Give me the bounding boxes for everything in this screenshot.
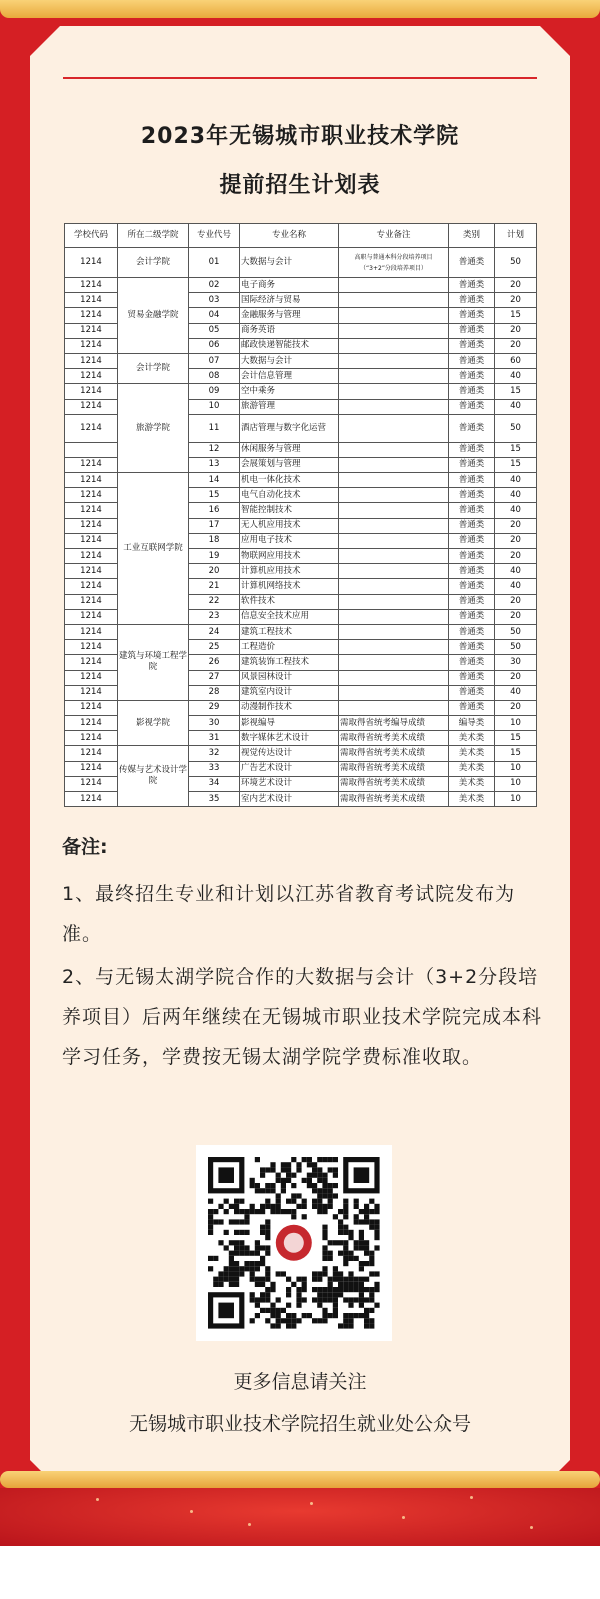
plan-cell: 50	[495, 624, 537, 639]
remark-cell	[339, 473, 449, 488]
school-code-cell: 1214	[65, 746, 118, 761]
category-cell: 普通类	[449, 323, 495, 338]
category-cell: 普通类	[449, 564, 495, 579]
remark-cell	[339, 700, 449, 715]
plan-cell: 15	[495, 731, 537, 746]
major-no-cell: 28	[189, 685, 240, 700]
major-name-cell: 建筑工程技术	[240, 624, 339, 639]
category-cell: 美术类	[449, 746, 495, 761]
plan-cell: 10	[495, 716, 537, 731]
category-cell: 普通类	[449, 353, 495, 368]
category-cell: 普通类	[449, 488, 495, 503]
remark-cell	[339, 293, 449, 308]
school-code-cell: 1214	[65, 685, 118, 700]
remark-cell	[339, 384, 449, 399]
major-name-cell: 动漫制作技术	[240, 700, 339, 715]
school-code-cell: 1214	[65, 384, 118, 399]
header-plan: 计划	[495, 224, 537, 248]
school-code-cell: 1214	[65, 624, 118, 639]
school-code-cell: 1214	[65, 533, 118, 548]
plan-cell: 20	[495, 338, 537, 353]
qr-code	[196, 1145, 392, 1341]
plan-cell: 20	[495, 700, 537, 715]
remark-cell	[339, 414, 449, 442]
major-name-cell: 视觉传达设计	[240, 746, 339, 761]
major-no-cell: 34	[189, 776, 240, 791]
remark-cell	[339, 338, 449, 353]
major-no-cell: 13	[189, 457, 240, 472]
category-cell: 普通类	[449, 609, 495, 624]
major-no-cell: 14	[189, 473, 240, 488]
major-name-cell: 无人机应用技术	[240, 518, 339, 533]
dept-cell: 贸易金融学院	[118, 278, 189, 354]
plan-cell: 40	[495, 399, 537, 414]
major-no-cell: 20	[189, 564, 240, 579]
remark-cell	[339, 457, 449, 472]
major-name-cell: 大数据与会计	[240, 248, 339, 278]
remark-cell	[339, 503, 449, 518]
major-name-cell: 风景园林设计	[240, 670, 339, 685]
major-no-cell: 25	[189, 640, 240, 655]
plan-cell: 50	[495, 248, 537, 278]
major-name-cell: 智能控制技术	[240, 503, 339, 518]
plan-cell: 60	[495, 353, 537, 368]
category-cell: 普通类	[449, 594, 495, 609]
header-major-no: 专业代号	[189, 224, 240, 248]
category-cell: 普通类	[449, 473, 495, 488]
school-code-cell: 1214	[65, 457, 118, 472]
plan-cell: 40	[495, 564, 537, 579]
major-name-cell: 空中乘务	[240, 384, 339, 399]
school-code-cell: 1214	[65, 369, 118, 384]
remark-cell	[339, 533, 449, 548]
category-cell: 普通类	[449, 624, 495, 639]
school-code-cell: 1214	[65, 609, 118, 624]
plan-cell: 20	[495, 594, 537, 609]
major-name-cell: 广告艺术设计	[240, 761, 339, 776]
school-code-cell: 1214	[65, 473, 118, 488]
table-row	[65, 624, 537, 639]
major-name-cell: 环境艺术设计	[240, 776, 339, 791]
category-cell: 普通类	[449, 384, 495, 399]
remark-cell	[339, 655, 449, 670]
school-code-cell: 1214	[65, 640, 118, 655]
school-code-cell: 1214	[65, 655, 118, 670]
remark-cell	[339, 640, 449, 655]
school-code-cell: 1214	[65, 518, 118, 533]
major-name-cell: 大数据与会计	[240, 353, 339, 368]
category-cell: 普通类	[449, 338, 495, 353]
major-name-cell: 商务英语	[240, 323, 339, 338]
dept-cell: 建筑与环境工程学院	[118, 624, 189, 700]
plan-cell: 20	[495, 323, 537, 338]
table-row	[65, 353, 537, 368]
major-no-cell: 15	[189, 488, 240, 503]
table-row	[65, 473, 537, 488]
remark-cell	[339, 308, 449, 323]
table-body	[65, 248, 537, 807]
remark-cell: 需取得省统考美术成绩	[339, 746, 449, 761]
school-code-cell: 1214	[65, 761, 118, 776]
category-cell: 普通类	[449, 399, 495, 414]
major-no-cell: 27	[189, 670, 240, 685]
major-no-cell: 09	[189, 384, 240, 399]
plan-cell: 10	[495, 792, 537, 807]
category-cell: 普通类	[449, 700, 495, 715]
major-no-cell: 06	[189, 338, 240, 353]
note-item-1: 1、最终招生专业和计划以江苏省教育考试院发布为准。	[62, 883, 516, 945]
major-name-cell: 建筑装饰工程技术	[240, 655, 339, 670]
plan-cell: 15	[495, 384, 537, 399]
remark-cell: 需取得省统考美术成绩	[339, 761, 449, 776]
school-code-cell: 1214	[65, 503, 118, 518]
remark-cell: 高职与普通本科分段培养项目（“3+2”分段培养项目）	[339, 248, 449, 278]
note-item-2: 2、与无锡太湖学院合作的大数据与会计（3+2分段培养项目）后两年继续在无锡城市职业技术学院完成本科学习任务，学费按无锡太湖学院学费标准收取。	[62, 966, 543, 1068]
school-code-cell: 1214	[65, 670, 118, 685]
school-code-cell: 1214	[65, 579, 118, 594]
major-name-cell: 休闲服务与管理	[240, 442, 339, 457]
major-name-cell: 国际经济与贸易	[240, 293, 339, 308]
table-row	[65, 248, 537, 278]
major-no-cell: 03	[189, 293, 240, 308]
category-cell: 普通类	[449, 442, 495, 457]
category-cell: 普通类	[449, 278, 495, 293]
dept-cell: 会计学院	[118, 353, 189, 383]
plan-cell: 15	[495, 457, 537, 472]
major-no-cell: 29	[189, 700, 240, 715]
table-row	[65, 746, 537, 761]
remark-cell: 需取得省统考美术成绩	[339, 731, 449, 746]
major-name-cell: 电气自动化技术	[240, 488, 339, 503]
school-code-cell: 1214	[65, 338, 118, 353]
plan-cell: 30	[495, 655, 537, 670]
plan-cell: 40	[495, 579, 537, 594]
category-cell: 普通类	[449, 685, 495, 700]
remark-cell	[339, 278, 449, 293]
remark-cell	[339, 399, 449, 414]
page-subtitle: 提前招生计划表	[219, 173, 381, 198]
category-cell: 编导类	[449, 716, 495, 731]
school-code-cell: 1214	[65, 399, 118, 414]
category-cell: 美术类	[449, 761, 495, 776]
major-no-cell: 17	[189, 518, 240, 533]
category-cell: 普通类	[449, 640, 495, 655]
header-rule	[63, 77, 537, 79]
major-name-cell: 信息安全技术应用	[240, 609, 339, 624]
major-name-cell: 旅游管理	[240, 399, 339, 414]
follow-prompt: 更多信息请关注	[233, 1371, 367, 1393]
category-cell: 普通类	[449, 549, 495, 564]
major-name-cell: 软件技术	[240, 594, 339, 609]
remark-cell	[339, 549, 449, 564]
plan-cell: 20	[495, 533, 537, 548]
dept-cell: 会计学院	[118, 248, 189, 278]
school-code-cell: 1214	[65, 594, 118, 609]
page-title: 2023年无锡城市职业技术学院	[140, 124, 460, 149]
major-no-cell: 04	[189, 308, 240, 323]
category-cell: 普通类	[449, 293, 495, 308]
school-code-cell: 1214	[65, 549, 118, 564]
school-code-cell: 1214	[65, 731, 118, 746]
table-row	[65, 700, 537, 715]
remark-cell	[339, 609, 449, 624]
remark-cell	[339, 488, 449, 503]
school-code-cell: 1214	[65, 248, 118, 278]
school-code-cell	[65, 442, 118, 457]
major-name-cell: 会展策划与管理	[240, 457, 339, 472]
category-cell: 普通类	[449, 457, 495, 472]
major-name-cell: 计算机应用技术	[240, 564, 339, 579]
plan-cell: 20	[495, 609, 537, 624]
school-code-cell: 1214	[65, 488, 118, 503]
dept-cell: 工业互联网学院	[118, 473, 189, 625]
category-cell: 普通类	[449, 248, 495, 278]
plan-cell: 20	[495, 518, 537, 533]
remark-cell: 需取得省统考美术成绩	[339, 776, 449, 791]
major-name-cell: 建筑室内设计	[240, 685, 339, 700]
gold-bottom-border	[0, 1471, 600, 1488]
major-no-cell: 33	[189, 761, 240, 776]
category-cell: 美术类	[449, 792, 495, 807]
plan-cell: 20	[495, 278, 537, 293]
school-code-cell: 1214	[65, 278, 118, 293]
major-no-cell: 26	[189, 655, 240, 670]
category-cell: 普通类	[449, 579, 495, 594]
plan-cell: 40	[495, 685, 537, 700]
dept-cell: 旅游学院	[118, 384, 189, 473]
major-name-cell: 物联网应用技术	[240, 549, 339, 564]
plan-cell: 40	[495, 369, 537, 384]
major-no-cell: 31	[189, 731, 240, 746]
category-cell: 普通类	[449, 533, 495, 548]
major-no-cell: 07	[189, 353, 240, 368]
major-no-cell: 11	[189, 414, 240, 442]
dept-cell: 传媒与艺术设计学院	[118, 746, 189, 807]
major-name-cell: 影视编导	[240, 716, 339, 731]
major-no-cell: 24	[189, 624, 240, 639]
category-cell: 美术类	[449, 731, 495, 746]
major-name-cell: 金融服务与管理	[240, 308, 339, 323]
major-name-cell: 电子商务	[240, 278, 339, 293]
category-cell: 美术类	[449, 776, 495, 791]
school-code-cell: 1214	[65, 776, 118, 791]
remark-cell: 需取得省统考美术成绩	[339, 792, 449, 807]
school-code-cell: 1214	[65, 353, 118, 368]
plan-cell: 10	[495, 776, 537, 791]
notes-heading: 备注:	[62, 836, 108, 858]
remark-cell	[339, 579, 449, 594]
header-remark: 专业备注	[339, 224, 449, 248]
category-cell: 普通类	[449, 308, 495, 323]
major-name-cell: 数字媒体艺术设计	[240, 731, 339, 746]
table-row	[65, 278, 537, 293]
plan-cell: 40	[495, 488, 537, 503]
plan-cell: 20	[495, 670, 537, 685]
major-name-cell: 工程造价	[240, 640, 339, 655]
school-code-cell: 1214	[65, 323, 118, 338]
remark-cell	[339, 670, 449, 685]
major-name-cell: 机电一体化技术	[240, 473, 339, 488]
remark-cell: 需取得省统考编导成绩	[339, 716, 449, 731]
plan-cell: 20	[495, 549, 537, 564]
admission-plan-table	[64, 223, 537, 807]
follow-account-name: 无锡城市职业技术学院招生就业处公众号	[128, 1413, 471, 1435]
plan-cell: 15	[495, 308, 537, 323]
school-code-cell: 1214	[65, 716, 118, 731]
plan-cell: 40	[495, 473, 537, 488]
table-row	[65, 384, 537, 399]
major-no-cell: 01	[189, 248, 240, 278]
plan-cell: 15	[495, 442, 537, 457]
table-header-row	[65, 224, 537, 248]
category-cell: 普通类	[449, 670, 495, 685]
school-code-cell: 1214	[65, 293, 118, 308]
major-no-cell: 05	[189, 323, 240, 338]
remark-cell	[339, 594, 449, 609]
major-name-cell: 室内艺术设计	[240, 792, 339, 807]
header-major-name: 专业名称	[240, 224, 339, 248]
bottom-red-band	[0, 1488, 600, 1546]
school-code-cell: 1214	[65, 308, 118, 323]
plan-cell: 40	[495, 503, 537, 518]
plan-cell: 50	[495, 640, 537, 655]
major-no-cell: 12	[189, 442, 240, 457]
dept-cell: 影视学院	[118, 700, 189, 746]
major-name-cell: 酒店管理与数字化运营	[240, 414, 339, 442]
major-no-cell: 02	[189, 278, 240, 293]
plan-cell: 50	[495, 414, 537, 442]
major-name-cell: 应用电子技术	[240, 533, 339, 548]
major-no-cell: 19	[189, 549, 240, 564]
school-code-cell: 1214	[65, 792, 118, 807]
major-name-cell: 会计信息管理	[240, 369, 339, 384]
school-code-cell: 1214	[65, 414, 118, 442]
major-no-cell: 22	[189, 594, 240, 609]
major-no-cell: 21	[189, 579, 240, 594]
gold-top-border	[0, 0, 600, 18]
school-code-cell: 1214	[65, 700, 118, 715]
header-dept: 所在二级学院	[118, 224, 189, 248]
qr-code-image	[196, 1145, 392, 1341]
major-name-cell: 邮政快递智能技术	[240, 338, 339, 353]
category-cell: 普通类	[449, 503, 495, 518]
remark-cell	[339, 323, 449, 338]
remark-cell	[339, 564, 449, 579]
remark-cell	[339, 624, 449, 639]
major-no-cell: 18	[189, 533, 240, 548]
major-no-cell: 23	[189, 609, 240, 624]
header-school-code: 学校代码	[65, 224, 118, 248]
remark-cell	[339, 442, 449, 457]
remark-cell	[339, 353, 449, 368]
header-category: 类别	[449, 224, 495, 248]
category-cell: 普通类	[449, 518, 495, 533]
plan-cell: 10	[495, 761, 537, 776]
major-no-cell: 32	[189, 746, 240, 761]
major-no-cell: 10	[189, 399, 240, 414]
major-no-cell: 16	[189, 503, 240, 518]
category-cell: 普通类	[449, 369, 495, 384]
plan-cell: 15	[495, 746, 537, 761]
major-no-cell: 35	[189, 792, 240, 807]
remark-cell	[339, 369, 449, 384]
school-code-cell: 1214	[65, 564, 118, 579]
major-name-cell: 计算机网络技术	[240, 579, 339, 594]
remark-cell	[339, 518, 449, 533]
remark-cell	[339, 685, 449, 700]
plan-cell: 20	[495, 293, 537, 308]
major-no-cell: 08	[189, 369, 240, 384]
category-cell: 普通类	[449, 655, 495, 670]
category-cell: 普通类	[449, 414, 495, 442]
major-no-cell: 30	[189, 716, 240, 731]
